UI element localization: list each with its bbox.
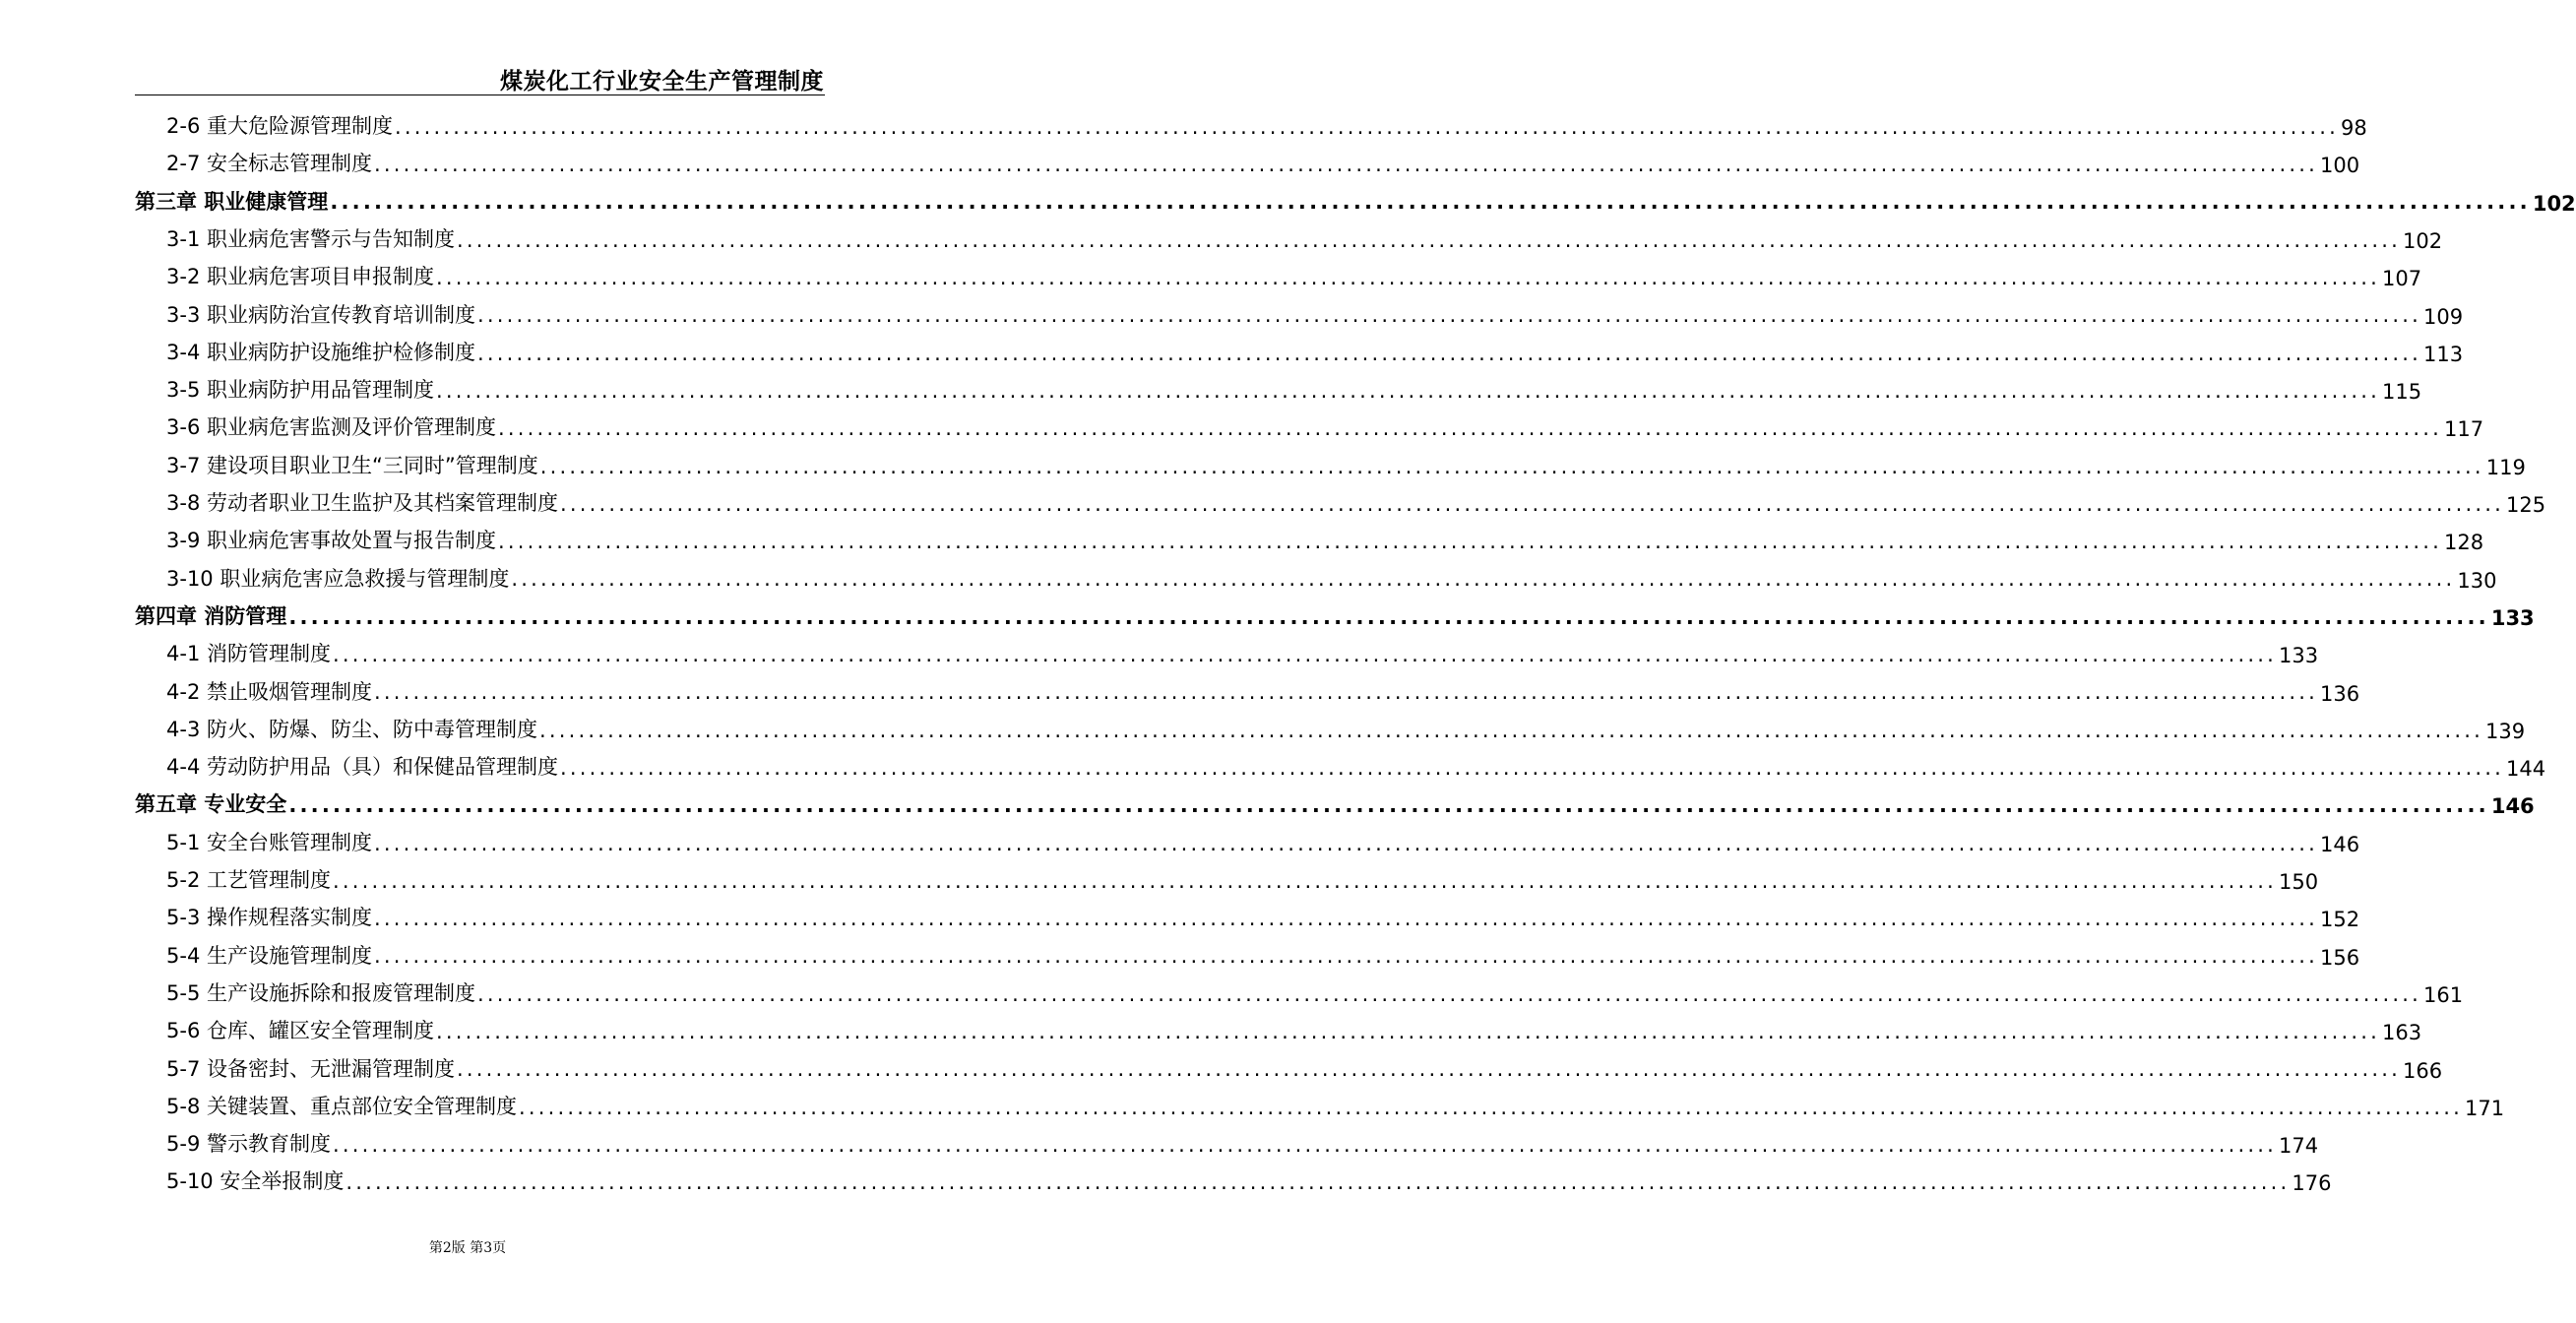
toc-item-label: 5-8 关键装置、重点部位安全管理制度 bbox=[166, 1094, 517, 1118]
toc-page-number: 107 bbox=[2382, 267, 2422, 291]
toc-entry-row[interactable] bbox=[166, 299, 2464, 329]
toc-dot-leader: ........................................................................................................................................................................................................ bbox=[330, 190, 2531, 215]
toc-entry-row[interactable] bbox=[166, 902, 2360, 932]
toc-page-number: 146 bbox=[2320, 832, 2360, 856]
toc-item-label: 4-2 禁止吸烟管理制度 bbox=[166, 679, 372, 704]
toc-dot-leader: ........................................................................................................................................................................................................ bbox=[373, 907, 2319, 931]
toc-item-label: 2-7 安全标志管理制度 bbox=[166, 152, 372, 176]
toc-dot-leader: ........................................................................................................................................................................................................ bbox=[435, 1020, 2381, 1043]
page-footer: 第2版 第3页 bbox=[428, 1240, 507, 1256]
toc-page-number: 163 bbox=[2382, 1021, 2422, 1045]
toc-entry-row[interactable] bbox=[166, 525, 2484, 555]
toc-item-label: 3-4 职业病防护设施维护检修制度 bbox=[166, 340, 475, 364]
toc-item-label: 3-3 职业病防治宣传教育培训制度 bbox=[166, 302, 475, 327]
toc-page-number: 125 bbox=[2506, 493, 2546, 517]
toc-page-number: 146 bbox=[2490, 794, 2535, 819]
toc-dot-leader: ........................................................................................................................................................................................................ bbox=[538, 718, 2484, 742]
toc-item-label: 3-7 建设项目职业卫生“三同时”管理制度 bbox=[166, 453, 538, 477]
toc-entry-row[interactable] bbox=[166, 148, 2360, 178]
toc-entry-row[interactable] bbox=[166, 223, 2443, 253]
toc-page-number: 139 bbox=[2485, 719, 2526, 743]
toc-entry-row[interactable] bbox=[166, 638, 2319, 668]
toc-dot-leader: ........................................................................................................................................................................................................ bbox=[346, 1170, 2291, 1195]
toc-chapter-row[interactable] bbox=[135, 600, 2535, 630]
toc-item-label: 3-5 职业病防护用品管理制度 bbox=[166, 378, 434, 403]
toc-dot-leader: ........................................................................................................................................................................................................ bbox=[373, 153, 2319, 177]
toc-item-label: 4-1 消防管理制度 bbox=[166, 642, 331, 666]
toc-dot-leader: ........................................................................................................................................................................................................ bbox=[373, 831, 2319, 855]
toc-item-label: 5-1 安全台账管理制度 bbox=[166, 830, 372, 854]
toc-dot-leader: ........................................................................................................................................................................................................ bbox=[435, 266, 2381, 289]
toc-page-number: 171 bbox=[2465, 1096, 2505, 1120]
toc-page-number: 176 bbox=[2292, 1171, 2332, 1196]
toc-page-number: 150 bbox=[2279, 870, 2319, 894]
toc-entry-row[interactable] bbox=[166, 261, 2422, 291]
toc-page-number: 156 bbox=[2320, 945, 2360, 970]
toc-entry-row[interactable] bbox=[166, 411, 2484, 442]
toc-entry-row[interactable] bbox=[166, 827, 2360, 856]
toc-entry-row[interactable] bbox=[166, 977, 2464, 1007]
toc-dot-leader: ........................................................................................................................................................................................................ bbox=[394, 114, 2340, 139]
toc-dot-leader: ........................................................................................................................................................................................................ bbox=[288, 793, 2489, 818]
toc-page-number: 113 bbox=[2423, 342, 2464, 366]
toc-entry-row[interactable] bbox=[166, 1128, 2319, 1159]
toc-entry-row[interactable] bbox=[166, 110, 2367, 140]
toc-item-label: 3-6 职业病危害监测及评价管理制度 bbox=[166, 415, 496, 440]
toc-page-number: 144 bbox=[2506, 757, 2546, 782]
toc-page-number: 102 bbox=[2532, 191, 2576, 216]
toc-page-number: 152 bbox=[2320, 908, 2360, 932]
toc-page-number: 133 bbox=[2490, 605, 2535, 630]
toc-dot-leader: ........................................................................................................................................................................................................ bbox=[332, 868, 2278, 893]
toc-dot-leader: ........................................................................................................................................................................................................ bbox=[497, 530, 2443, 554]
toc-item-label: 3-10 职业病危害应急救援与管理制度 bbox=[166, 566, 510, 591]
toc-page-number: 100 bbox=[2320, 154, 2360, 178]
toc-item-label: 4-4 劳动防护用品（具）和保健品管理制度 bbox=[166, 755, 558, 780]
toc-item-label: 3-9 职业病危害事故处置与报告制度 bbox=[166, 529, 496, 553]
toc-page-number: 98 bbox=[2341, 116, 2367, 140]
toc-dot-leader: ........................................................................................................................................................................................................ bbox=[497, 416, 2443, 441]
toc-item-label: 4-3 防火、防爆、防尘、防中毒管理制度 bbox=[166, 717, 537, 741]
toc-item-label: 2-6 重大危险源管理制度 bbox=[166, 114, 393, 138]
toc-dot-leader: ........................................................................................................................................................................................................ bbox=[288, 604, 2489, 629]
toc-entry-row[interactable] bbox=[166, 751, 2546, 782]
toc-page-number: 119 bbox=[2485, 455, 2526, 479]
toc-dot-leader: ........................................................................................................................................................................................................ bbox=[476, 303, 2422, 328]
document-header-title: 煤炭化工行业安全生产管理制度 bbox=[500, 69, 824, 94]
toc-dot-leader: ........................................................................................................................................................................................................ bbox=[559, 491, 2505, 516]
toc-entry-row[interactable] bbox=[166, 1091, 2505, 1120]
toc-entry-row[interactable] bbox=[166, 374, 2422, 405]
toc-page-number: 133 bbox=[2279, 644, 2319, 668]
toc-dot-leader: ........................................................................................................................................................................................................ bbox=[518, 1095, 2464, 1119]
toc-entry-row[interactable] bbox=[166, 714, 2526, 743]
toc-item-label: 5-3 操作规程落实制度 bbox=[166, 906, 372, 930]
toc-dot-leader: ........................................................................................................................................................................................................ bbox=[456, 227, 2402, 252]
toc-entry-row[interactable] bbox=[166, 563, 2497, 593]
toc-page-number: 166 bbox=[2403, 1058, 2443, 1083]
toc-dot-leader: ........................................................................................................................................................................................................ bbox=[476, 981, 2422, 1006]
toc-item-label: 5-9 警示教育制度 bbox=[166, 1132, 331, 1157]
toc-dot-leader: ........................................................................................................................................................................................................ bbox=[332, 643, 2278, 666]
toc-entry-row[interactable] bbox=[166, 1015, 2422, 1045]
toc-item-label: 5-10 安全举报制度 bbox=[166, 1169, 345, 1194]
toc-entry-row[interactable] bbox=[166, 450, 2526, 479]
toc-item-label: 第五章 专业安全 bbox=[135, 792, 287, 817]
toc-entry-row[interactable] bbox=[166, 940, 2360, 970]
toc-entry-row[interactable] bbox=[166, 864, 2319, 894]
toc-item-label: 第四章 消防管理 bbox=[135, 603, 287, 628]
toc-item-label: 第三章 职业健康管理 bbox=[135, 189, 329, 214]
toc-page-number: 130 bbox=[2457, 568, 2497, 593]
toc-item-label: 3-2 职业病危害项目申报制度 bbox=[166, 265, 434, 289]
toc-entry-row[interactable] bbox=[166, 676, 2360, 706]
toc-dot-leader: ........................................................................................................................................................................................................ bbox=[373, 680, 2319, 705]
toc-page-number: 161 bbox=[2423, 982, 2464, 1007]
toc-entry-row[interactable] bbox=[166, 337, 2464, 366]
toc-page-number: 115 bbox=[2382, 380, 2422, 405]
toc-dot-leader: ........................................................................................................................................................................................................ bbox=[373, 944, 2319, 969]
toc-entry-row[interactable] bbox=[166, 1166, 2332, 1196]
toc-page-number: 117 bbox=[2444, 417, 2484, 442]
toc-item-label: 5-6 仓库、罐区安全管理制度 bbox=[166, 1019, 434, 1043]
toc-item-label: 3-1 职业病危害警示与告知制度 bbox=[166, 226, 455, 251]
toc-item-label: 5-4 生产设施管理制度 bbox=[166, 943, 372, 968]
toc-item-label: 5-2 工艺管理制度 bbox=[166, 868, 331, 892]
toc-dot-leader: ........................................................................................................................................................................................................ bbox=[456, 1057, 2402, 1082]
toc-item-label: 5-7 设备密封、无泄漏管理制度 bbox=[166, 1056, 455, 1081]
toc-entry-row[interactable] bbox=[166, 487, 2546, 517]
toc-page-number: 128 bbox=[2444, 531, 2484, 555]
toc-dot-leader: ........................................................................................................................................................................................................ bbox=[539, 454, 2484, 478]
toc-chapter-row[interactable] bbox=[135, 788, 2535, 819]
toc-page-number: 174 bbox=[2279, 1134, 2319, 1159]
toc-dot-leader: ........................................................................................................................................................................................................ bbox=[332, 1132, 2278, 1157]
toc-page-number: 109 bbox=[2423, 304, 2464, 329]
toc-page-number: 136 bbox=[2320, 681, 2360, 706]
toc-item-label: 3-8 劳动者职业卫生监护及其档案管理制度 bbox=[166, 491, 558, 515]
toc-dot-leader: ........................................................................................................................................................................................................ bbox=[511, 567, 2456, 592]
toc-dot-leader: ........................................................................................................................................................................................................ bbox=[435, 378, 2381, 403]
toc-item-label: 5-5 生产设施拆除和报废管理制度 bbox=[166, 980, 475, 1005]
toc-dot-leader: ........................................................................................................................................................................................................ bbox=[559, 755, 2505, 780]
toc-page-number: 102 bbox=[2403, 228, 2443, 253]
toc-dot-leader: ........................................................................................................................................................................................................ bbox=[476, 341, 2422, 365]
toc-chapter-row[interactable] bbox=[135, 186, 2576, 216]
toc-entry-row[interactable] bbox=[166, 1053, 2443, 1083]
